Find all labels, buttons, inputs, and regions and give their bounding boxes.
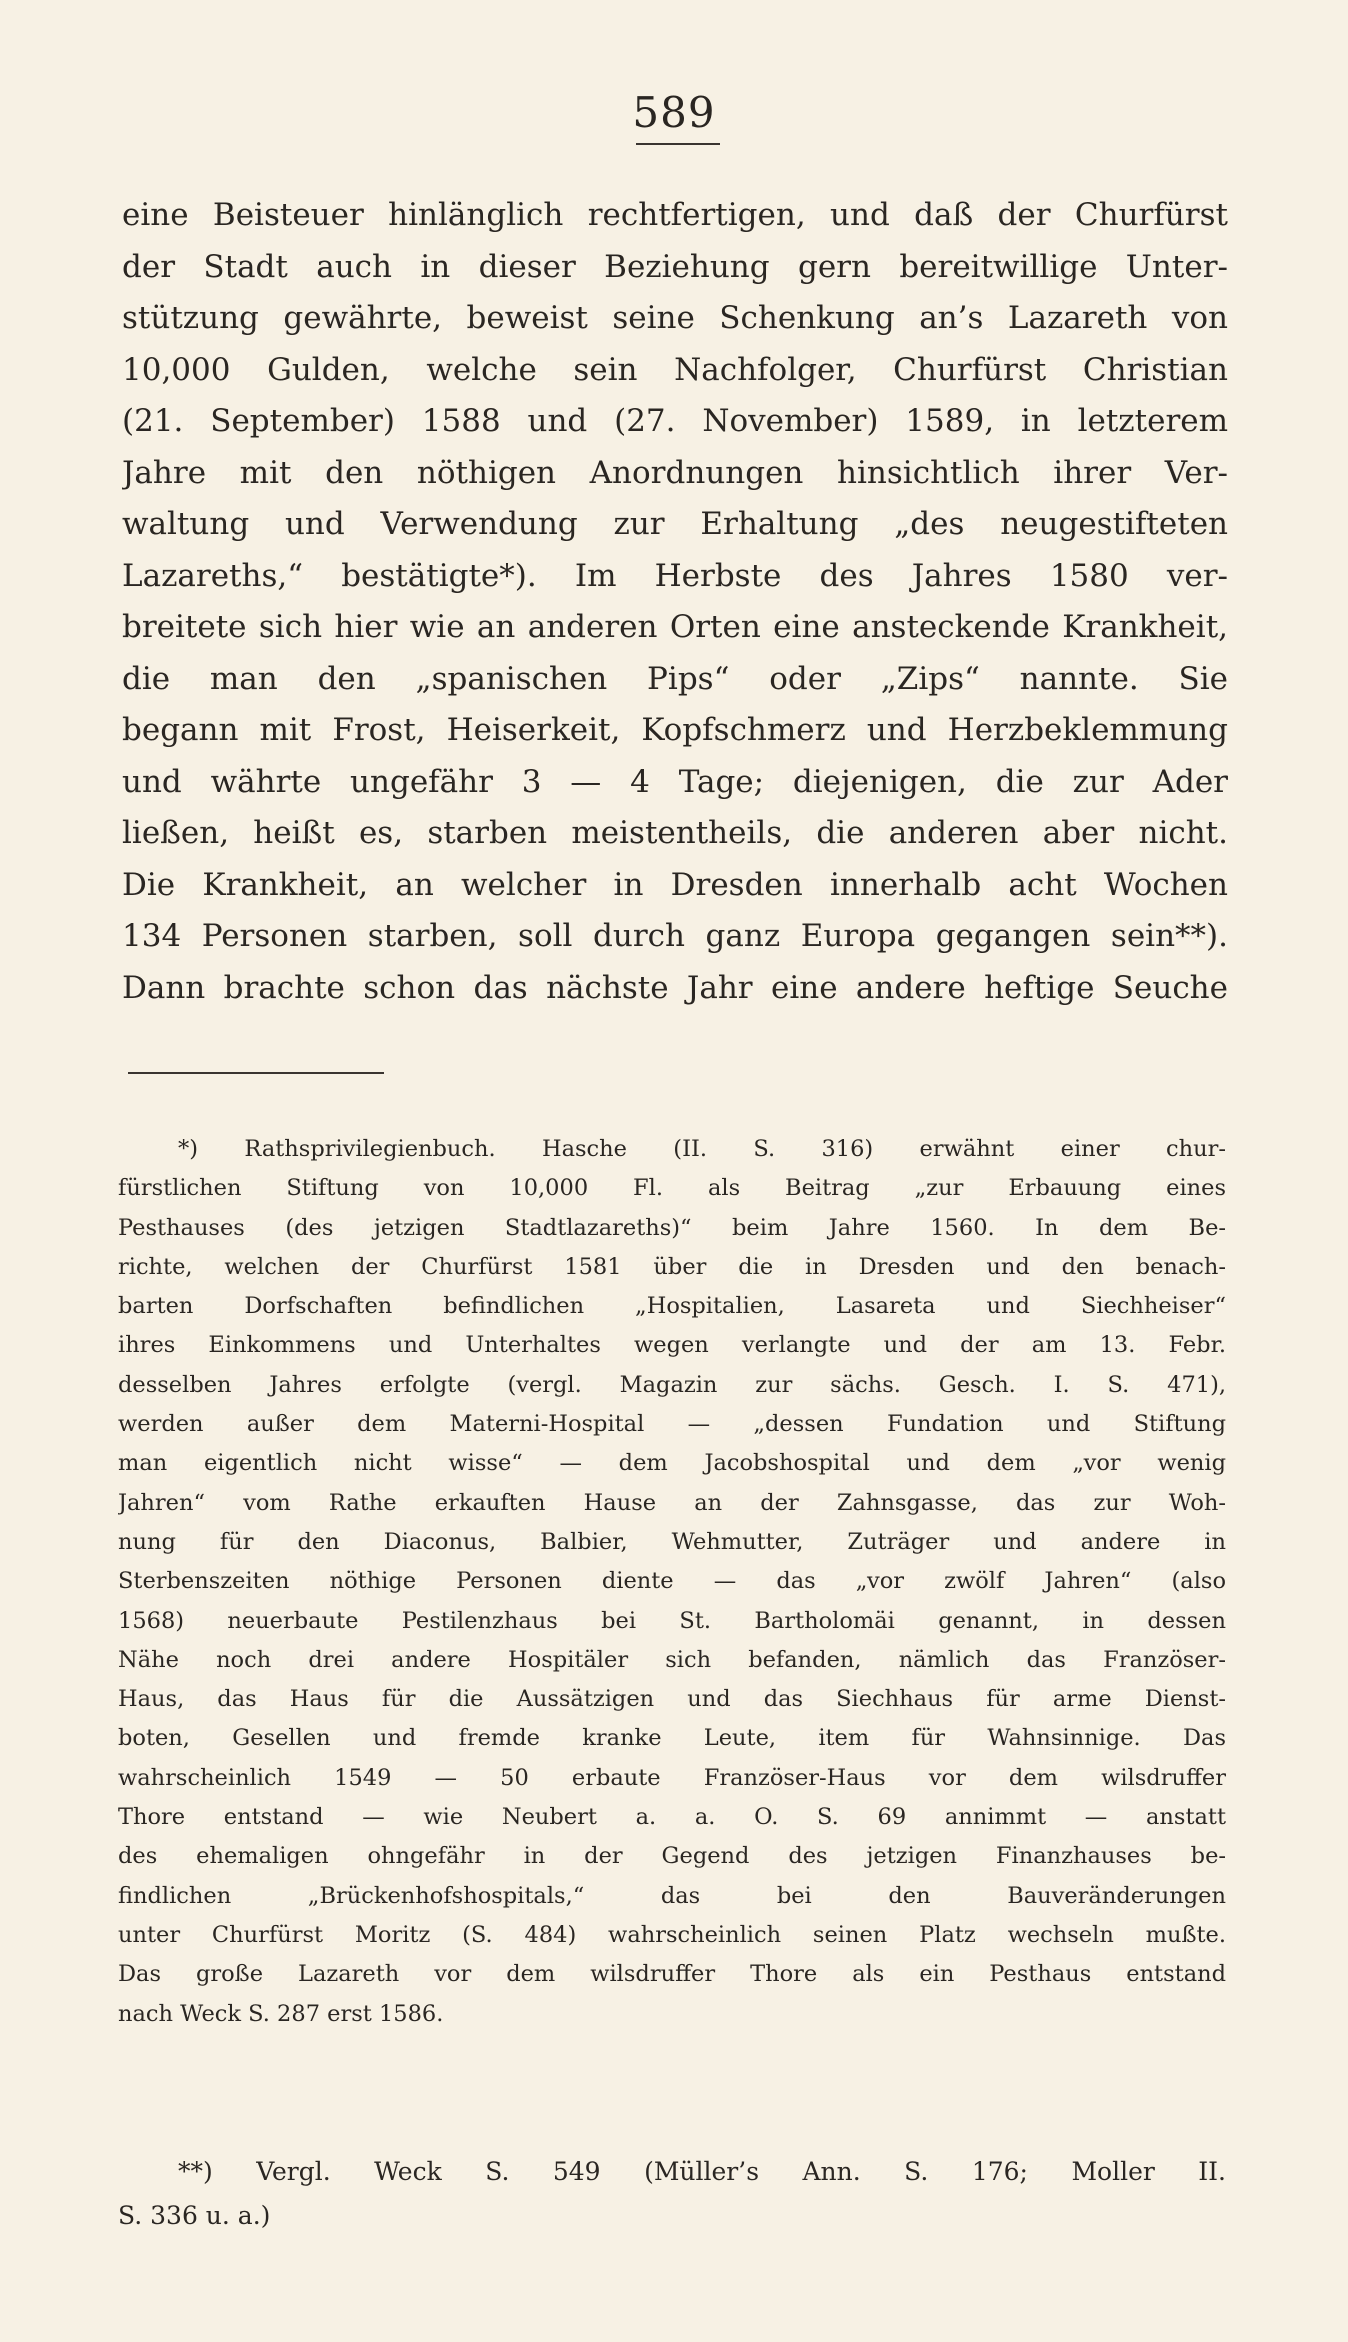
footnote-line: findlichen „Brückenhofshospitals,“ das bei den Bauveränderungen — [118, 1882, 1226, 1909]
footnote-line: Das große Lazareth vor dem wilsdruffer Thore als ein Pesthaus entstand — [118, 1961, 1226, 1988]
footnote-line: fürstlichen Stiftung von 10,000 Fl. als Beitrag „zur Erbauung eines — [118, 1175, 1226, 1202]
footnote-line: barten Dorfschaften befindlichen „Hospitalien, Lasareta und Siechheiser“ — [118, 1293, 1226, 1320]
text-line: der Stadt auch in dieser Beziehung gern bereitwillige Unter- — [122, 248, 1228, 285]
footnote-line: **) Vergl. Weck S. 549 (Müller’s Ann. S. 176; Moller II. — [178, 2157, 1226, 2186]
text-line: und währte ungefähr 3 — 4 Tage; diejenigen, die zur Ader — [122, 763, 1228, 800]
text-line: eine Beisteuer hinlänglich rechtfertigen, und daß der Churfürst — [122, 197, 1228, 233]
footnote-line: Nähe noch drei andere Hospitäler sich befanden, nämlich das Französer- — [118, 1646, 1226, 1673]
footnote-2 — [118, 2150, 1226, 2238]
footnote-line: desselben Jahres erfolgte (vergl. Magazin zur sächs. Gesch. I. S. 471), — [118, 1371, 1226, 1398]
text-line: breitete sich hier wie an anderen Orten eine ansteckende Krankheit, — [122, 609, 1228, 645]
text-line: ließen, heißt es, starben meistentheils, die anderen aber nicht. — [122, 815, 1228, 851]
footnote-line: Thore entstand — wie Neubert a. a. O. S. 69 annimmt — anstatt — [118, 1804, 1226, 1831]
text-line: Jahre mit den nöthigen Anordnungen hinsichtlich ihrer Ver- — [122, 454, 1228, 491]
footnote-line: *) Rathsprivilegienbuch. Hasche (II. S. 316) erwähnt einer chur- — [178, 1136, 1226, 1162]
footnote-line: boten, Gesellen und fremde kranke Leute, item für Wahnsinnige. Das — [118, 1725, 1226, 1752]
footnote-line: nung für den Diaconus, Balbier, Wehmutter, Zuträger und andere in — [118, 1528, 1226, 1555]
text-line: Dann brachte schon das nächste Jahr eine andere heftige Seuche — [122, 969, 1228, 1006]
footnote-line: man eigentlich nicht wisse“ — dem Jacobshospital und dem „vor wenig — [118, 1450, 1226, 1477]
footnote-line: wahrscheinlich 1549 — 50 erbaute Französer-Haus vor dem wilsdruffer — [118, 1764, 1226, 1791]
page-number-underline — [636, 143, 720, 145]
footnote-line: Sterbenszeiten nöthige Personen diente — das „vor zwölf Jahren“ (also — [118, 1568, 1226, 1595]
text-line: Lazareths,“ bestätigte*). Im Herbste des Jahres 1580 ver- — [122, 557, 1228, 594]
footnote-line: ihres Einkommens und Unterhaltes wegen verlangte und der am 13. Febr. — [118, 1332, 1226, 1359]
footnote-1 — [118, 1130, 1226, 2034]
footnote-line: Pesthauses (des jetzigen Stadtlazareths)“ beim Jahre 1560. In dem Be- — [118, 1214, 1226, 1241]
footnote-line: werden außer dem Materni-Hospital — „dessen Fundation und Stiftung — [118, 1411, 1226, 1438]
text-line: stützung gewährte, beweist seine Schenkung an’s Lazareth von — [122, 300, 1228, 336]
main-text — [122, 190, 1228, 1014]
text-line: (21. September) 1588 und (27. November) 1589, in letzterem — [122, 403, 1228, 439]
footnote-line: unter Churfürst Moritz (S. 484) wahrscheinlich seinen Platz wechseln mußte. — [118, 1921, 1226, 1948]
footnote-line: S. 336 u. a.) — [118, 2201, 271, 2230]
footnote-line: richte, welchen der Churfürst 1581 über die in Dresden und den benach- — [118, 1253, 1226, 1280]
footnote-line: des ehemaligen ohngefähr in der Gegend des jetzigen Finanzhauses be- — [118, 1843, 1226, 1870]
text-line: waltung und Verwendung zur Erhaltung „des neugestifteten — [122, 506, 1228, 542]
text-line: Die Krankheit, an welcher in Dresden innerhalb acht Wochen — [122, 866, 1228, 903]
text-line: 134 Personen starben, soll durch ganz Europa gegangen sein**). — [122, 918, 1228, 954]
footnote-line: Jahren“ vom Rathe erkauften Hause an der Zahnsgasse, das zur Woh- — [118, 1489, 1226, 1516]
footnote-line: 1568) neuerbaute Pestilenzhaus bei St. Bartholomäi genannt, in dessen — [118, 1607, 1226, 1634]
page-number: 589 — [632, 88, 716, 137]
text-line: die man den „spanischen Pips“ oder „Zips“ nannte. Sie — [122, 660, 1228, 697]
footnote-line: nach Weck S. 287 erst 1586. — [118, 2000, 444, 2027]
footnote-line: Haus, das Haus für die Aussätzigen und das Siechhaus für arme Dienst- — [118, 1686, 1226, 1713]
text-line: 10,000 Gulden, welche sein Nachfolger, Churfürst Christian — [122, 351, 1228, 388]
footnote-separator — [128, 1072, 384, 1074]
text-line: begann mit Frost, Heiserkeit, Kopfschmerz und Herzbeklemmung — [122, 712, 1228, 748]
